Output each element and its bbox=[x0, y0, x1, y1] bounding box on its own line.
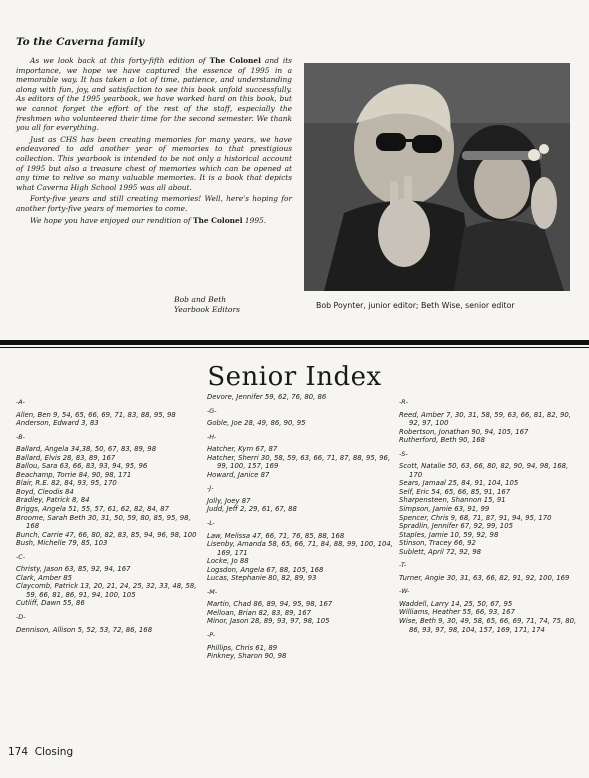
index-letter-heading: -S- bbox=[399, 449, 408, 458]
index-letter-heading: -P- bbox=[207, 631, 216, 640]
index-entry: Wise, Beth 9, 30, 49, 58, 65, 66, 69, 71, 74, 75, 80, 86, 93, 97, 98, 104, 157, 169, 171, 174 bbox=[399, 617, 577, 634]
index-letter-heading: -R- bbox=[399, 398, 409, 406]
index-entry: Bradley, Patrick 8, 84 bbox=[16, 496, 90, 505]
index-entry: Cutliff, Dawn 55, 86 bbox=[16, 599, 85, 608]
index-entry: Judd, Jeff 2, 29, 61, 67, 88 bbox=[207, 505, 297, 514]
index-letter-heading: -C- bbox=[16, 552, 26, 561]
index-entry: Turner, Angie 30, 31, 63, 66, 82, 91, 92, 100, 169 bbox=[399, 573, 570, 582]
index-letter-heading: -M- bbox=[207, 587, 218, 596]
index-entry: Ballard, Angela 34,38, 50, 67, 83, 89, 98 bbox=[16, 445, 157, 454]
letter-text: Forty-five years and still creating memories! Well, here's hoping for another forty-five years of memories to come. bbox=[16, 194, 292, 213]
editors-photo-illustration bbox=[304, 63, 570, 291]
letter-signature bbox=[174, 295, 240, 315]
photo-caption: Bob Poynter, junior editor; Beth Wise, senior editor bbox=[316, 301, 515, 310]
letter-paragraph bbox=[16, 194, 292, 213]
index-column-2 bbox=[207, 393, 397, 661]
index-entry: Stinson, Tracey 66, 92 bbox=[399, 539, 476, 548]
index-column-3 bbox=[399, 393, 577, 634]
index-entry: Logsdon, Angela 67, 88, 105, 168 bbox=[207, 565, 324, 574]
section-name: Closing bbox=[34, 746, 74, 758]
editors-photo bbox=[304, 63, 570, 291]
index-column-1 bbox=[16, 393, 204, 634]
letter-paragraph bbox=[16, 135, 292, 193]
index-entry: Staples, Jamie 10, 59, 92, 98 bbox=[399, 530, 499, 539]
index-entry: Beachamp, Torrie 84, 90, 98, 171 bbox=[16, 470, 132, 479]
page-number: 174 bbox=[8, 746, 29, 758]
index-entry: Ballard, Elvis 28, 83, 89, 167 bbox=[16, 453, 116, 462]
index-entry: Boyd, Cleodis 84 bbox=[16, 487, 74, 496]
index-entry: Briggs, Angela 51, 55, 57, 61, 62, 82, 84, 87 bbox=[16, 505, 170, 514]
index-letter-heading: -A- bbox=[16, 398, 25, 406]
index-entry: Howard, Janice 87 bbox=[207, 470, 270, 479]
publication-name: The Colonel bbox=[192, 215, 243, 225]
index-letter-heading: -D- bbox=[16, 613, 26, 622]
letter-heading: To the Caverna family bbox=[16, 36, 145, 48]
index-entry: Sharpensteen, Shannon 15, 91 bbox=[399, 496, 506, 505]
index-entry: Rutherford, Beth 90, 168 bbox=[399, 436, 486, 445]
index-letter-heading: -H- bbox=[207, 432, 217, 441]
index-letter-heading: -T- bbox=[399, 561, 407, 570]
index-entry: Reed, Amber 7, 30, 31, 58, 59, 63, 66, 81, 82, 90, 92, 97, 100 bbox=[399, 410, 571, 428]
index-entry: Sublett, April 72, 92, 98 bbox=[399, 547, 482, 556]
index-entry: Melloan, Brian 82, 83, 89, 167 bbox=[207, 608, 312, 617]
signature-names: Bob and Beth bbox=[174, 295, 227, 304]
letter-text: and its importance, we hope we have captured the essence of 1995 in a memorable way. It has taken a lot of time, patience, and understanding along with fun, joy, and satisfaction to see this book unfold successfully. As editors of the 1995 yearbook, we have worked hard on this book, but we cannot forget the effort of the rest of the staff, especially the freshmen who volunteered their time for the second semester. We thank you all for everything. bbox=[16, 56, 292, 133]
letter-paragraph bbox=[16, 56, 292, 133]
index-entry: Waddell, Larry 14, 25, 50, 67, 95 bbox=[399, 599, 513, 608]
index-entry: Spradlin, Jennifer 67, 92, 99, 105 bbox=[399, 522, 513, 531]
letter-paragraph bbox=[16, 216, 292, 226]
signature-title: Yearbook Editors bbox=[174, 305, 241, 314]
editors-letter bbox=[16, 36, 292, 227]
index-entry: Clark, Amber 85 bbox=[16, 573, 72, 582]
index-letter-heading: -J- bbox=[207, 484, 214, 493]
index-entry: Lucas, Stephanie 80, 82, 89, 93 bbox=[207, 574, 317, 583]
index-entry: Williams, Heather 55, 66, 93, 167 bbox=[399, 608, 515, 617]
index-entry: Allen, Ben 9, 54, 65, 66, 69, 71, 83, 88, 95, 98 bbox=[16, 410, 176, 419]
letter-text: Just as CHS has been creating memories for many years, we have endeavored to add another year of memories to that prestigious collection. This yearbook is intended to be not only a historical account of 1995 but also a treasure chest of memories which can be opened at any time to relive so many valuable memories. It is a book that depicts what Caverna High School 1995 was all about. bbox=[16, 134, 292, 192]
index-entry: Sears, Jamaal 25, 84, 91, 104, 105 bbox=[399, 479, 519, 488]
index-entry: Dennison, Allison 5, 52, 53, 72, 86, 168 bbox=[16, 625, 153, 634]
index-entry: Ballou, Sara 63, 66, 83, 93, 94, 95, 96 bbox=[16, 462, 148, 471]
index-entry: Devore, Jennifer 59, 62, 76, 80, 86 bbox=[207, 393, 327, 401]
index-entry: Minor, Jason 28, 89, 93, 97, 98, 105 bbox=[207, 617, 330, 626]
letter-text: We hope you have enjoyed our rendition of bbox=[30, 215, 193, 225]
index-entry: Locke, Jo 88 bbox=[207, 557, 249, 566]
index-entry: Robertson, Jonathan 90, 94, 105, 167 bbox=[399, 427, 529, 436]
publication-name: The Colonel bbox=[209, 56, 261, 65]
index-entry: Hatcher, Kym 67, 87 bbox=[207, 445, 278, 454]
letter-body bbox=[16, 56, 292, 225]
senior-index-title: Senior Index bbox=[207, 362, 382, 392]
index-entry: Law, Melissa 47, 66, 71, 76, 85, 88, 168 bbox=[207, 531, 345, 540]
index-entry: Spencer, Chris 9, 68, 71, 87, 91, 94, 95, 170 bbox=[399, 513, 552, 522]
index-entry: Bush, Michelle 79, 85, 103 bbox=[16, 539, 108, 548]
index-letter-heading: -G- bbox=[207, 406, 217, 415]
section-divider bbox=[0, 340, 589, 345]
index-entry: Hatcher, Sherri 30, 58, 59, 63, 66, 71, 87, 88, 95, 96, 99, 100, 157, 169 bbox=[207, 453, 391, 471]
index-entry: Scott, Natalie 50, 63, 66, 80, 82, 90, 94, 98, 168, 170 bbox=[399, 462, 569, 479]
section-divider-thin bbox=[0, 347, 589, 348]
index-entry: Blair, R.E. 82, 84, 93, 95, 170 bbox=[16, 479, 117, 488]
index-entry: Self, Eric 54, 65, 66, 85, 91, 167 bbox=[399, 487, 511, 496]
letter-text: 1995. bbox=[242, 215, 267, 225]
index-entry: Christy, Jason 63, 85, 92, 94, 167 bbox=[16, 565, 131, 574]
index-letter-heading: -B- bbox=[16, 432, 25, 441]
index-entry: Simpson, Jamie 63, 91, 99 bbox=[399, 505, 490, 514]
index-entry: Claycomb, Patrick 13, 20, 21, 24, 25, 32, 33, 48, 58, 59, 66, 81, 86, 91, 94, 100, 105 bbox=[16, 582, 197, 599]
index-letter-heading: -W- bbox=[399, 587, 410, 596]
index-entry: Lisenby, Amanda 58, 65, 66, 71, 84, 88, 99, 100, 104, 169, 171 bbox=[207, 540, 393, 557]
index-entry: Pinkney, Sharon 90, 98 bbox=[207, 652, 287, 661]
index-entry: Jolly, Joey 87 bbox=[207, 496, 251, 505]
index-entry: Bunch, Carrie 47, 66, 80, 82, 83, 85, 94, 96, 98, 100 bbox=[16, 530, 197, 539]
index-letter-heading: -L- bbox=[207, 519, 215, 528]
index-entry: Anderson, Edward 3, 83 bbox=[16, 419, 99, 428]
index-entry: Martin, Chad 86, 89, 94, 95, 98, 167 bbox=[207, 600, 333, 609]
page-footer bbox=[8, 746, 73, 758]
index-entry: Broome, Sarah Beth 30, 31, 50, 59, 80, 85, 95, 98, 168 bbox=[16, 513, 191, 531]
index-entry: Phillips, Chris 61, 89 bbox=[207, 643, 278, 652]
letter-text: As we look back at this forty-fifth edition of bbox=[30, 56, 210, 65]
index-entry: Goble, Joe 28, 49, 86, 90, 95 bbox=[207, 419, 306, 428]
